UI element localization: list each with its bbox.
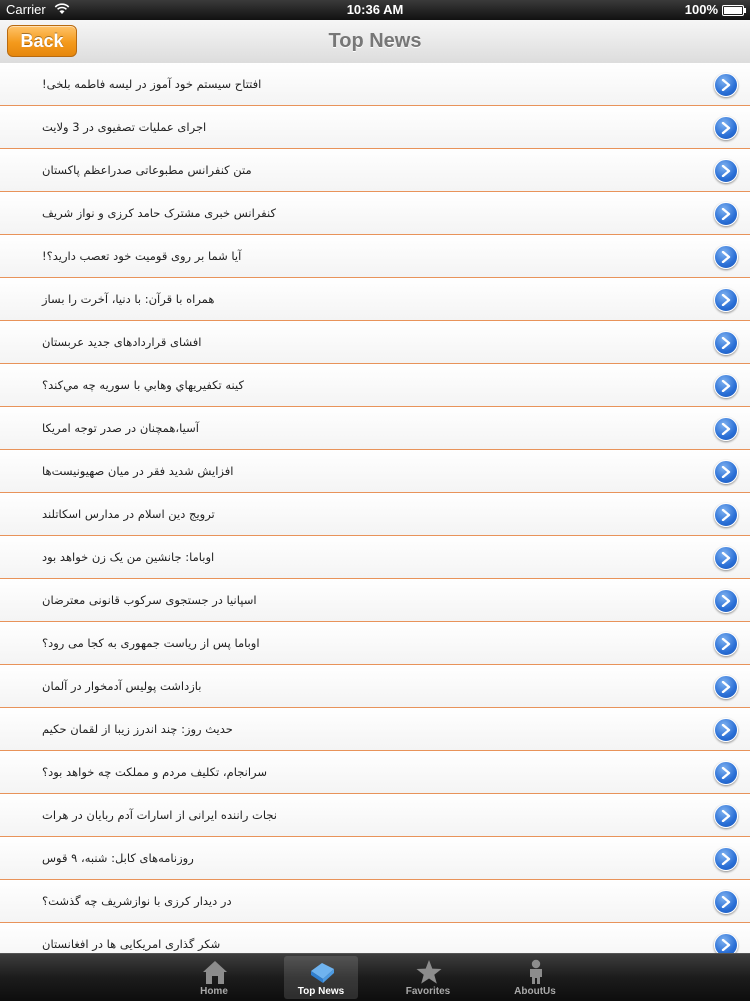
news-headline: کنفرانس خبری مشترک حامد کرزی و نواز شریف [42,206,276,220]
news-row[interactable] [0,235,750,278]
disclosure-arrow-icon[interactable] [714,288,738,312]
news-headline: آیا شما بر روی قومیت خود تعصب دارید؟! [42,249,242,263]
tab-home[interactable] [177,956,251,999]
disclosure-arrow-icon[interactable] [714,632,738,656]
news-row[interactable] [0,149,750,192]
news-row[interactable] [0,708,750,751]
disclosure-arrow-icon[interactable] [714,589,738,613]
news-headline: متن کنفرانس مطبوعاتی صدراعظم پاکستان [42,163,252,177]
news-headline: اوباما پس از ریاست جمهوری به کجا می رود؟ [42,636,260,650]
tab-label: Home [200,986,228,997]
disclosure-arrow-icon[interactable] [714,245,738,269]
tab-favorites[interactable] [391,956,465,999]
disclosure-arrow-icon[interactable] [714,374,738,398]
navigation-bar [0,20,750,65]
tab-label: Favorites [405,986,451,997]
news-headline: کینه تکفیريهاي وهابي با سوريه چه مي‌کند؟ [42,378,244,392]
disclosure-arrow-icon[interactable] [714,933,738,953]
news-headline: اوباما: جانشین من یک زن خواهد بود [42,550,215,564]
disclosure-arrow-icon[interactable] [714,718,738,742]
news-headline: ترویج دین اسلام در مدارس اسکاتلند [42,507,215,521]
news-icon [308,959,336,985]
disclosure-arrow-icon[interactable] [714,761,738,785]
news-headline: بازداشت پولیس آدمخوار در آلمان [42,679,202,693]
news-row[interactable] [0,321,750,364]
news-headline: شکر گذاری امریکایی ها در افغانستان [42,937,221,951]
disclosure-arrow-icon[interactable] [714,116,738,140]
news-list[interactable] [0,63,750,953]
news-row[interactable] [0,407,750,450]
news-headline: آسیا،همچنان در صدر توجه امریکا [42,421,199,435]
news-headline: در دیدار کرزی با نوازشریف چه گذشت؟ [42,894,232,908]
home-icon [201,959,229,985]
news-row[interactable] [0,536,750,579]
tab-label: Top News [297,986,345,997]
disclosure-arrow-icon[interactable] [714,675,738,699]
news-headline: اسپانیا در جستجوی سرکوب قانونی معترضان [42,593,257,607]
news-row[interactable] [0,880,750,923]
news-headline: افشای قراردادهای جدید عربستان [42,335,202,349]
news-row[interactable] [0,450,750,493]
news-row[interactable] [0,364,750,407]
news-headline: افتتاح سیستم خود آموز در لیسه فاطمه بلخی! [42,77,262,91]
news-row[interactable] [0,278,750,321]
status-bar [0,0,750,20]
news-row[interactable] [0,192,750,235]
back-button[interactable]: Back [7,25,77,57]
news-row[interactable] [0,622,750,665]
news-row[interactable] [0,665,750,708]
news-row[interactable] [0,579,750,622]
news-row[interactable] [0,751,750,794]
disclosure-arrow-icon[interactable] [714,503,738,527]
tab-top-news[interactable] [284,956,358,999]
tab-label: AboutUs [514,986,556,997]
disclosure-arrow-icon[interactable] [714,460,738,484]
news-headline: حدیث روز: چند اندرز زیبا از لقمان حکیم [42,722,233,736]
disclosure-arrow-icon[interactable] [714,202,738,226]
clock: 10:36 AM [346,2,404,17]
disclosure-arrow-icon[interactable] [714,847,738,871]
news-headline: سرانجام، تکلیف مردم و مملکت چه خواهد بود؟ [42,765,268,779]
disclosure-arrow-icon[interactable] [714,73,738,97]
news-row[interactable] [0,794,750,837]
star-icon [415,959,443,985]
news-headline: همراه با قرآن: با دنیا، آخرت را بساز [42,292,215,306]
news-row[interactable] [0,106,750,149]
disclosure-arrow-icon[interactable] [714,546,738,570]
news-headline: اجرای عملیات تصفیوی در 3 ولایت [42,120,207,134]
news-row[interactable] [0,923,750,953]
tab-about-us[interactable] [498,956,572,999]
disclosure-arrow-icon[interactable] [714,804,738,828]
person-icon [522,959,550,985]
news-row[interactable] [0,63,750,106]
disclosure-arrow-icon[interactable] [714,159,738,183]
news-headline: نجات راننده ایرانی از اسارات آدم ربایان در هرات [42,808,278,822]
disclosure-arrow-icon[interactable] [714,417,738,441]
page-title: Top News [328,30,422,52]
news-headline: روزنامه‌های کابل: شنبه، ۹ قوس [42,851,194,865]
news-row[interactable] [0,493,750,536]
news-row[interactable] [0,837,750,880]
carrier-label: Carrier [6,2,46,17]
battery-icon [722,5,744,16]
disclosure-arrow-icon[interactable] [714,331,738,355]
tab-bar [0,953,750,1001]
battery-percent: 100% [684,2,718,17]
disclosure-arrow-icon[interactable] [714,890,738,914]
news-headline: افزایش شدید فقر در میان صهیونیست‌ها [42,464,234,478]
